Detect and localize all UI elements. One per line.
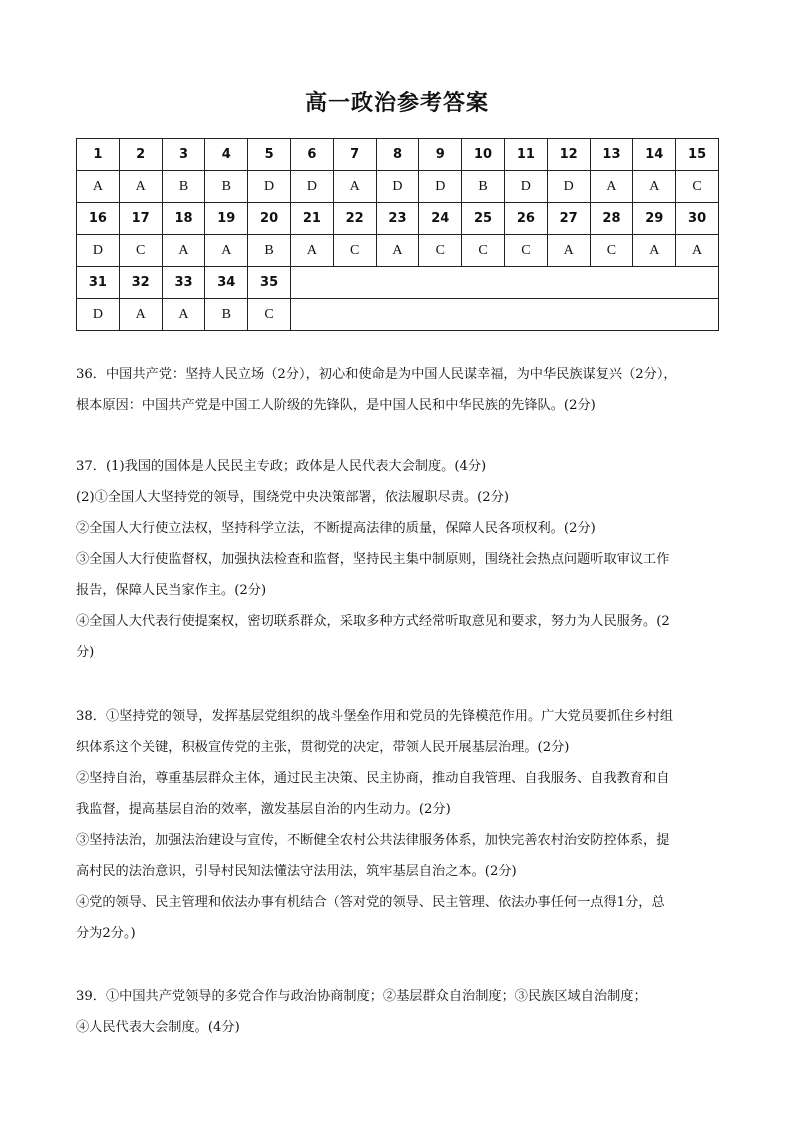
answer-cell: B [462,171,505,203]
answer-38-line: ②坚持自治，尊重基层群众主体，通过民主决策、民主协商，推动自我管理、自我服务、自我教育和自 [76,771,670,786]
answer-row [77,171,719,203]
answer-37-line: ④全国人大代表行使提案权，密切联系群众，采取多种方式经常听取意见和要求，努力为人民服务。(2 [76,614,670,629]
empty-cell [290,299,718,331]
answer-cell: A [162,235,205,267]
answer-table [76,138,719,331]
question-number-cell: 14 [633,139,676,171]
question-number-cell: 20 [248,203,291,235]
answer-cell: D [547,171,590,203]
answer-cell: C [676,171,719,203]
answer-cell: A [547,235,590,267]
question-number-cell: 3 [162,139,205,171]
answer-cell: D [419,171,462,203]
answer-cell: A [162,299,205,331]
answer-row [77,235,719,267]
question-number-cell: 15 [676,139,719,171]
page-title: 高一政治参考答案 [304,91,489,116]
answer-cell: C [504,235,547,267]
answer-cell: D [290,171,333,203]
answer-38-line: 38．①坚持党的领导，发挥基层党组织的战斗堡垒作用和党员的先锋模范作用。广大党员要抓住乡村组 [76,709,674,724]
answer-36-line: 36．中国共产党：坚持人民立场（2分），初心和使命是为中国人民谋幸福，为中华民族谋复兴（2分）， [76,367,677,382]
answer-cell: B [248,235,291,267]
answer-38-line: 高村民的法治意识，引导村民知法懂法守法用法，筑牢基层自治之本。(2分) [76,864,517,879]
answer-39-line: 39．①中国共产党领导的多党合作与政治协商制度；②基层群众自治制度；③民族区域自治制度； [76,989,647,1004]
question-number-cell: 18 [162,203,205,235]
answer-cell: C [248,299,291,331]
answer-cell: D [248,171,291,203]
answer-cell: A [119,171,162,203]
question-number-cell: 1 [77,139,120,171]
question-number-cell: 26 [504,203,547,235]
question-number-cell: 23 [376,203,419,235]
question-number-cell: 31 [77,267,120,299]
answer-37-line: 37．(1)我国的国体是人民民主专政；政体是人民代表大会制度。(4分) [76,459,487,474]
answer-cell: D [504,171,547,203]
answer-cell: A [290,235,333,267]
question-number-cell: 9 [419,139,462,171]
answer-cell: A [633,171,676,203]
answer-38-line: ③坚持法治，加强法治建设与宣传，不断健全农村公共法律服务体系，加快完善农村治安防控体系，提 [76,833,670,848]
question-number-cell: 24 [419,203,462,235]
answer-37 [76,451,721,668]
answer-cell: D [77,299,120,331]
question-number-cell: 17 [119,203,162,235]
answer-37-line: 分) [76,645,95,660]
question-number-cell: 2 [119,139,162,171]
question-number-cell: 19 [205,203,248,235]
answer-cell: C [333,235,376,267]
question-number-cell: 10 [462,139,505,171]
answer-cell: D [77,235,120,267]
question-number-cell: 21 [290,203,333,235]
answer-38 [76,701,721,949]
question-number-cell: 11 [504,139,547,171]
question-number-row [77,139,719,171]
answer-38-line: 我监督，提高基层自治的效率，激发基层自治的内生动力。(2分) [76,802,451,817]
answer-cell: A [676,235,719,267]
answer-cell: A [77,171,120,203]
question-number-cell: 25 [462,203,505,235]
question-number-cell: 29 [633,203,676,235]
question-number-row [77,203,719,235]
question-number-cell: 32 [119,267,162,299]
answer-cell: A [590,171,633,203]
answer-cell: D [376,171,419,203]
answer-36-line: 根本原因：中国共产党是中国工人阶级的先锋队，是中国人民和中华民族的先锋队。(2分) [76,398,596,413]
question-number-cell: 12 [547,139,590,171]
answer-cell: B [162,171,205,203]
question-number-cell: 34 [205,267,248,299]
answer-38-line: 织体系这个关键，积极宣传党的主张，贯彻党的决定，带领人民开展基层治理。(2分) [76,740,570,755]
question-number-cell: 28 [590,203,633,235]
answer-cell: A [376,235,419,267]
question-number-cell: 8 [376,139,419,171]
answer-38-line: 分为2分。) [76,926,136,941]
question-number-row [77,267,719,299]
answer-cell: C [590,235,633,267]
answer-39 [76,981,721,1043]
answer-cell: C [119,235,162,267]
question-number-cell: 22 [333,203,376,235]
question-number-cell: 30 [676,203,719,235]
empty-cell [290,267,718,299]
question-number-cell: 4 [205,139,248,171]
answer-cell: B [205,171,248,203]
answer-39-line: ④人民代表大会制度。(4分) [76,1020,240,1035]
answer-36 [76,359,721,421]
answer-37-line: (2)①全国人大坚持党的领导，围绕党中央决策部署，依法履职尽责。(2分) [76,490,509,505]
question-number-cell: 33 [162,267,205,299]
answer-cell: B [205,299,248,331]
answer-cell: C [462,235,505,267]
question-number-cell: 16 [77,203,120,235]
answer-37-line: ②全国人大行使立法权，坚持科学立法，不断提高法律的质量，保障人民各项权利。(2分) [76,521,596,536]
question-number-cell: 5 [248,139,291,171]
answer-cell: A [119,299,162,331]
question-number-cell: 35 [248,267,291,299]
question-number-cell: 6 [290,139,333,171]
answer-37-line: 报告，保障人民当家作主。(2分) [76,583,267,598]
question-number-cell: 7 [333,139,376,171]
answer-row [77,299,719,331]
question-number-cell: 13 [590,139,633,171]
answer-cell: A [205,235,248,267]
answer-38-line: ④党的领导、民主管理和依法办事有机结合（答对党的领导、民主管理、依法办事任何一点得1分，总 [76,895,665,910]
answer-37-line: ③全国人大行使监督权，加强执法检查和监督，坚持民主集中制原则，围绕社会热点问题听取审议工作 [76,552,670,567]
question-number-cell: 27 [547,203,590,235]
answer-cell: A [633,235,676,267]
answer-cell: A [333,171,376,203]
answer-cell: C [419,235,462,267]
